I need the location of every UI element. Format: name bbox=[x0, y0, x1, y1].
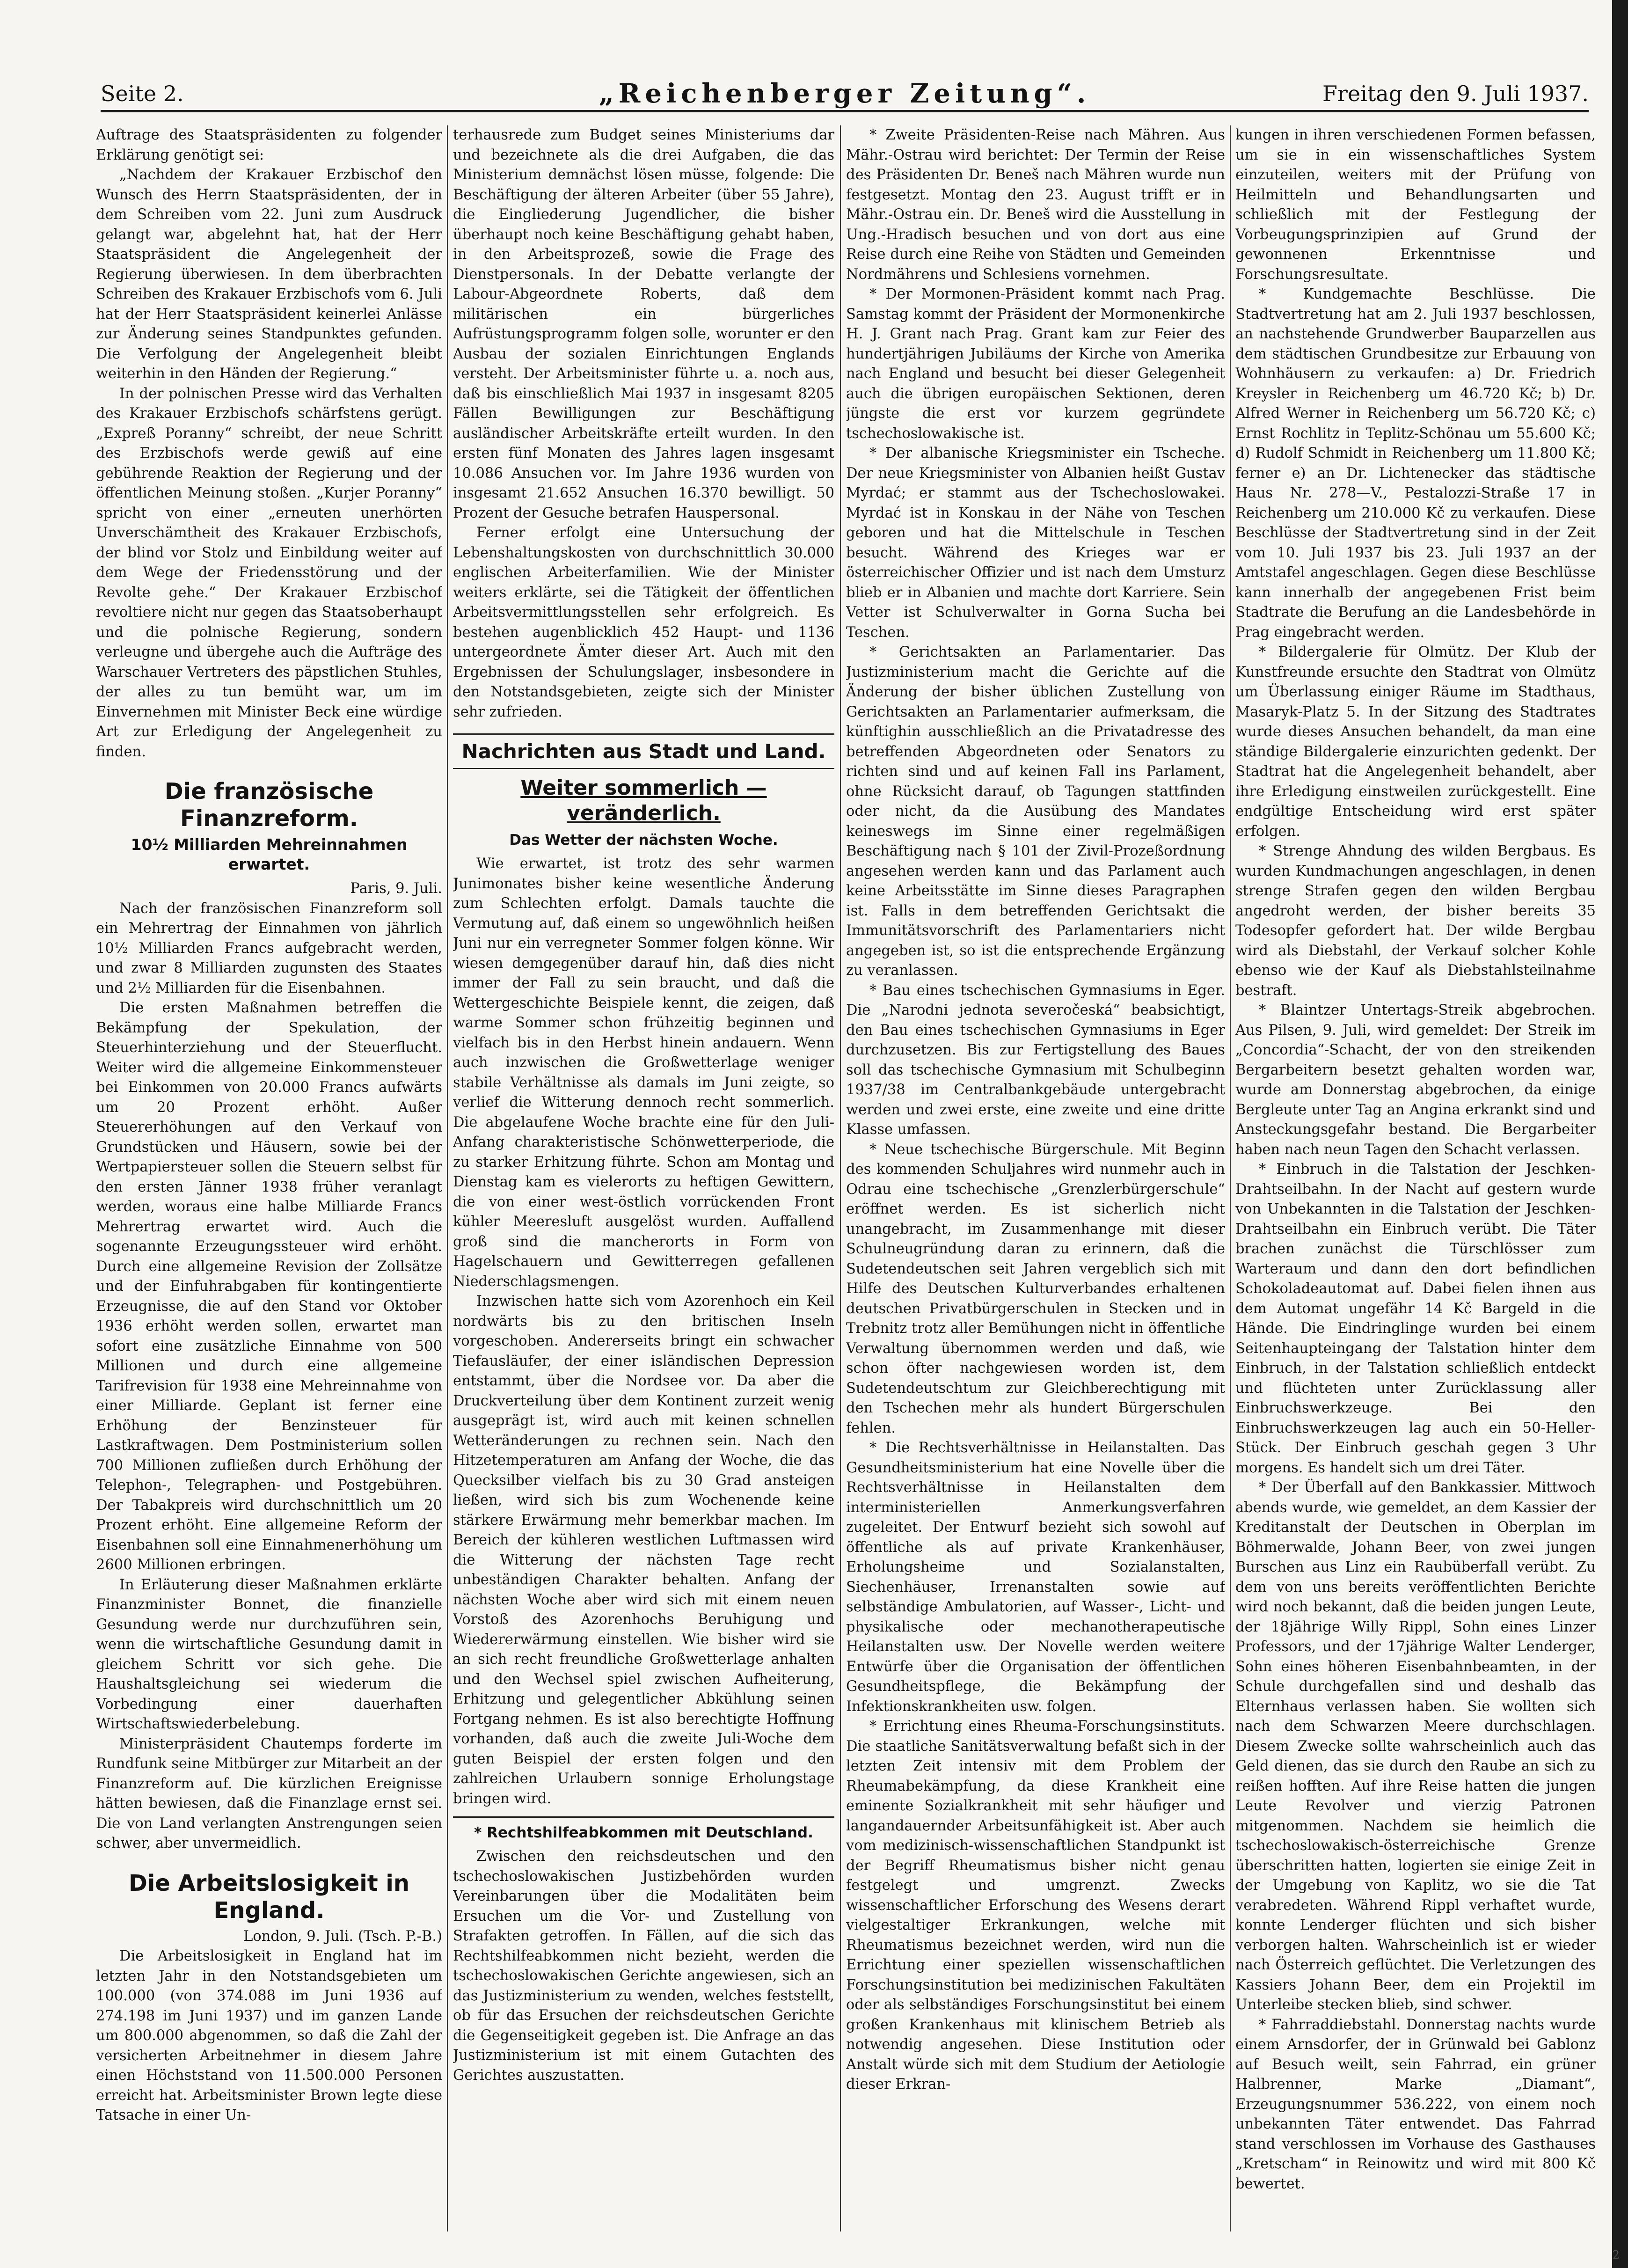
news-item: kungen in ihren verschiedenen Formen befassen, um sie in ein wissenschaftliches System einzuteilen, weiters mit der Prüfung von Heilmitteln und Behandlungsarten und schließlich mit der Festlegung der Vorbeugungsprinzipien auf Grund der gewonnenen Erkenntnisse und Forschungsresultate. bbox=[1235, 127, 1596, 283]
masthead-title: „Reichenberger Zeitung“. bbox=[599, 78, 1091, 109]
news-item: * Gerichtsakten an Parlamentarier. Das Justizministerium macht die Gerichte auf die Änderung der bisher üblichen Zustellung von Gerichtsakten an Parlamentarier aufmerksam, die künftighin ausschließlich an die Privatadresse des betreffenden Abgeordneten oder Senators zu richten sind und auf keinen Fall ins Parlament, ohne Rücksicht darauf, ob Tagungen stattfinden oder nicht, da die Ausübung des Mandates keineswegs im Sinne einer regelmäßigen Beschäftigung nach § 101 der Zivil-Prozeßordnung angesehen werden kann und das Parlament auch keine Arbeitsstätte im Sinne dieses Paragraphen ist. Falls in dem betreffenden Gerichtsakt die Immunitätsvorschrift des Parlamentariers nicht angegeben ist, so ist die entsprechende Ergänzung zu veranlassen. bbox=[846, 644, 1225, 979]
paragraph: Wie erwartet, ist trotz des sehr warmen Junimonates bisher keine wesentliche Änderung zum Schlechten erfolgt. Damals tauchte die Vermutung auf, daß einem so ungewöhnlich heißen Juni nur ein verregneter Sommer folgen könne. Wir wiesen demgegenüber darauf hin, daß dies nicht immer der Fall zu sein braucht, und daß die Wettergeschichte Beispiele kennt, die zeigen, daß warme Sommer schon frühzeitig beginnen und vielfach bis in den Herbst hinein andauern. Wenn auch inzwischen die Großwetterlage weniger stabile Verhältnisse als damals im Juni zeigte, so verlief die Witterung dennoch recht sommerlich. Die abgelaufene Woche brachte eine für den Juli-Anfang charakteristische Schönwetterperiode, die zu starker Erhitzung führte. Schon am Montag und Dienstag kam es vielerorts zu heftigen Gewittern, die von einer west-östlich vorrückenden Front kühler Meeresluft ausgelöst wurden. Auffallend groß sind die mancherorts in Form von Hagelschauern und Gewitterregen gefallenen Niederschlagsmengen. bbox=[453, 856, 834, 1290]
column-2 bbox=[453, 125, 834, 2231]
dateline: Paris, 9. Juli. bbox=[350, 880, 442, 897]
column-rule bbox=[447, 125, 448, 2231]
news-item: * Bau eines tschechischen Gymnasiums in Eger. Die „Narodni jednota severočeská“ beabsichtigt, den Bau eines tschechischen Gymnasiums in Eger durchzusetzen. Bis zur Fertigstellung des Baues soll das tschechische Gymnasium mit Schulbeginn 1937/38 im Centralbankgebäude untergebracht werden und zwei erste, eine zweite und eine dritte Klasse umfassen. bbox=[846, 982, 1225, 1138]
news-item: * Kundgemachte Beschlüsse. Die Stadtvertretung hat am 2. Juli 1937 beschlossen, an nachstehende Grundwerber Bauparzellen aus dem städtischen Grundbesitze zur Erbauung von Wohnhäusern zu verkaufen: a) Dr. Friedrich Kreysler in Reichenberg um 46.720 Kč; b) Dr. Alfred Werner in Reichenberg um 56.720 Kč; c) Ernst Rochlitz in Teplitz-Schönau um 55.600 Kč; d) Rudolf Schmidt in Reichenberg um 11.800 Kč; ferner e) an Dr. Lichtenecker das städtische Haus Nr. 278—V., Pestalozzi-Straße 17 in Reichenberg um 210.000 Kč zu verkaufen. Diese Beschlüsse der Stadtvertretung sind in der Zeit vom 10. Juli 1937 bis 23. Juli 1937 an der Amtstafel angeschlagen. Gegen diese Beschlüsse kann innerhalb der angegebenen Frist beim Stadtrate die Berufung an die Landesbehörde in Prag eingebracht werden. bbox=[1235, 286, 1596, 641]
paragraph: Ministerpräsident Chautemps forderte im Rundfunk seine Mitbürger zur Mitarbeit an der Finanzreform auf. Die kürzlichen Ereignisse hätten bewiesen, daß die Finanzlage ernst sei. Die von Land verlangten Anstrengungen seien schwer, aber unvermeidlich. bbox=[96, 1735, 442, 1851]
news-item: * Der albanische Kriegsminister ein Tscheche. Der neue Kriegsminister von Albanien heißt Gustav Myrdać; er stammt aus der Tschechoslowakei. Myrdać ist in Konskau in der Nähe von Teschen geboren und hat die Mittelschule in Teschen besucht. Während des Krieges war er österreichischer Offizier und ist nach dem Umsturz blieb er in Albanien und machte dort Karriere. Sein Vetter ist Schulverwalter in Gorna Sucha bei Teschen. bbox=[846, 445, 1225, 641]
paragraph: Nach der französischen Finanzreform soll ein Mehrertrag der Einnahmen von jährlich 10½ Milliarden Francs aufgebracht werden, und zwar 8 Milliarden zugunsten des Staates und 2½ Milliarden für die Eisenbahnen. bbox=[96, 900, 442, 996]
news-item: * Strenge Ahndung des wilden Bergbaus. Es wurden Kundmachungen angeschlagen, in denen strenge Strafen gegen den wilden Bergbau angedroht werden, der bisher bereits 35 Todesopfer gefordert hat. Der wilde Bergbau wird als Diebstahl, der Verkauf solcher Kohle ebenso wie der Kauf als Diebstahlsteilnahme bestraft. bbox=[1235, 843, 1596, 999]
article-headline: Weiter sommerlich — veränderlich. bbox=[520, 776, 767, 825]
article-subheadline: 10½ Milliarden Mehreinnahmen erwartet. bbox=[131, 835, 408, 873]
article-headline: Die französische Finanzreform. bbox=[164, 778, 374, 832]
paragraph: Zwischen den reichsdeutschen und den tschechoslowakischen Justizbehörden wurden Vereinbarungen über die Modalitäten beim Ersuchen um die Vor- und Zustellung von Strafakten getroffen. In Fällen, auf die sich das Rechtshilfeabkommen nicht bezieht, werden die tschechoslowakischen Gerichte angewiesen, sich an das Justizministerium zu wenden, welches feststellt, ob für das Ersuchen der reichsdeutschen Gerichte die Gegenseitigkeit gegeben ist. Die Anfrage an das Justizministerium ist mit einem Gutachten des Gerichtes auszustatten. bbox=[453, 1848, 834, 2084]
column-4 bbox=[1235, 125, 1596, 2231]
news-item: * Blaintzer Untertags-Streik abgebrochen. Aus Pilsen, 9. Juli, wird gemeldet: Der Streik im „Concordia“-Schacht, der von den streikenden Bergarbeitern besetzt gehalten worden war, wurde am Donnerstag abgebrochen, da einige Bergleute unter Tag an Angina erkrankt sind und Ansteckungsgefahr bestand. Die Bergarbeiter haben nach neun Tagen den Schacht verlassen. bbox=[1235, 1002, 1596, 1158]
paragraph: Die ersten Maßnahmen betreffen die Bekämpfung der Spekulation, der Steuerhinterziehung und der Steuerflucht. Weiter wird die allgemeine Einkommensteuer bei Einkommen von 20.000 Francs aufwärts um 20 Prozent erhöht. Außer Steuererhöhungen auf den Verkauf von Grundstücken und Häusern, sowie bei der Wertpapiersteuer sollen die Steuern selbst für den ersten Jänner 1938 früher veranlagt werden, woraus eine halbe Milliarde Francs Mehrertrag erwartet wird. Auch die sogenannte Erzeugungssteuer wird erhöht. Durch eine allgemeine Revision der Zollsätze und der Einfuhrabgaben für kontingentierte Erzeugnisse, die auf den Stand vor Oktober 1936 erhöht werden sollen, erwartet man sofort eine zusätzliche Einnahme von 500 Millionen und durch eine allgemeine Tarifrevision für 1938 eine Mehreinnahme von einer Milliarde. Geplant ist ferner eine Erhöhung der Benzinsteuer für Lastkraftwagen. Dem Postministerium sollen 700 Millionen zufließen durch Erhöhung der Telephon-, Telegraphen- und Postgebühren. Der Tabakpreis wird durchschnittlich um 20 Prozent erhöht. Eine allgemeine Reform der Eisenbahnen soll eine Einnahmenerhöhung um 2600 Millionen erbringen. bbox=[96, 1000, 442, 1573]
article-headline: * Rechtshilfeabkommen mit Deutschland. bbox=[474, 1824, 813, 1841]
paragraph: Die Arbeitslosigkeit in England hat im letzten Jahr in den Notstandsgebieten um 100.000 (von 374.088 im Juni 1936 auf 274.198 im Juni 1937) und im ganzen Lande um 800.000 abgenommen, so daß die Zahl der versicherten Arbeitnehmer in diesem Jahre einen Höchststand von 11.500.000 Personen erreicht hat. Arbeitsminister Brown legte diese Tatsache in einer Un- bbox=[96, 1948, 442, 2123]
news-item: * Zweite Präsidenten-Reise nach Mähren. Aus Mähr.-Ostrau wird berichtet: Der Termin der Reise des Präsidenten Dr. Beneš nach Mähren wurde nun festgesetzt. Montag den 23. August trifft er in Mähr.-Ostrau ein. Dr. Beneš wird die Ausstellung in Ung.-Hradisch besuchen und von dort aus eine Reise durch eine Reihe von Städten und Gemeinden Nordmährens und Schlesiens vornehmen. bbox=[846, 127, 1225, 283]
news-item: * Einbruch in die Talstation der Jeschken-Drahtseilbahn. In der Nacht auf gestern wurde von Unbekannten in die Talstation der Jeschken-Drahtseilbahn ein Einbruch verübt. Die Täter brachen zunächst die Türschlösser zum Warteraum und dann den dort befindlichen Schokoladeautomat auf. Dabei fielen ihnen aus dem Automat ungefähr 14 Kč Bargeld in die Hände. Die Eindringlinge wurden bei einem Seitenhaupteingang der Talstation hinter dem Einbruch, in der Talstation schließlich entdeckt und flüchteten unter Zurücklassung aller Einbruchswerkzeuge. Bei den Einbruchswerkzeugen lag auch ein 50-Heller-Stück. Der Einbruch geschah gegen 3 Uhr morgens. Es handelt sich um drei Täter. bbox=[1235, 1161, 1596, 1476]
paragraph: In Erläuterung dieser Maßnahmen erklärte Finanzminister Bonnet, die finanzielle Gesundung werde nur durchzuführen sein, wenn die wirtschaftliche Gesundung damit in gleichem Schritt vor sich gehe. Die Haushaltsgleichung sei wiederum die Vorbedingung einer dauerhaften Wirtschaftswiederbelebung. bbox=[96, 1576, 442, 1732]
column-1 bbox=[96, 125, 442, 2231]
page-label: Seite 2. bbox=[101, 81, 184, 106]
column-rule bbox=[1230, 125, 1231, 2231]
page-header bbox=[101, 77, 1589, 112]
news-item: * Errichtung eines Rheuma-Forschungsinstituts. Die staatliche Sanitätsverwaltung befaßt sich in der letzten Zeit intensiv mit dem Problem der Rheumabekämpfung, da diese Krankheit eine eminente Sozialkrankheit mit sehr häufiger und langandauernder Arbeitsunfähigkeit ist. Aber auch vom medizinisch-wissenschaftlichen Standpunkt ist der Begriff Rheumatismus bisher nicht genau festgelegt und umgrenzt. Zwecks wissenschaftlicher Erforschung des Wesens derart vielgestaltiger Erkrankungen, welche mit Rheumatismus bezeichnet werden, wird nun die Errichtung einer speziellen wissenschaftlichen Forschungsinstitution bei medizinischen Fakultäten oder als selbständiges Forschungsinstitut bei einem großen Krankenhaus mit klinischem Betrieb als notwendig angesehen. Diese Institution oder Anstalt würde sich mit dem Studium der Aetiologie dieser Erkran- bbox=[846, 1718, 1225, 2092]
divider bbox=[453, 1816, 834, 1818]
news-item: * Neue tschechische Bürgerschule. Mit Beginn des kommenden Schuljahres wird nunmehr auch in Odrau eine tschechische „Grenzlerbürgerschule“ eröffnet werden. Es ist sicherlich nicht unangebracht, im Zusammenhange mit dieser Schulneugründung daran zu erinnern, daß die Sudetendeutschen seit Jahren vergeblich sich mit Hilfe des Deutschen Kulturverbandes erhaltenen deutschen Privatbürgerschulen in Stecken und in Trebnitz trotz aller Bemühungen nicht in öffentliche Verwaltung übernommen werden und daß, wie schon öfter nachgewiesen worden ist, dem Sudetendeutschtum zur Gleichberechtigung mit den Tschechen mehr als hundert Bürgerschulen fehlen. bbox=[846, 1141, 1225, 1436]
section-heading: Nachrichten aus Stadt und Land. bbox=[453, 733, 834, 769]
paragraph: terhausrede zum Budget seines Ministeriums dar und bezeichnete als die drei Aufgaben, die das Ministerium demnächst lösen müsse, folgende: Die Beschäftigung der älteren Arbeiter (über 55 Jahre), die Eingliederung Jugendlicher, die bisher überhaupt noch keine Beschäftigung gehabt haben, in den Arbeitsprozeß, sowie die Frage des Dienstpersonals. In der Debatte verlangte der Labour-Abgeordnete Roberts, daß dem militärischen ein bürgerliches Aufrüstungsprogramm folgen solle, worunter er den Ausbau der sozialen Einrichtungen Englands versteht. Der Arbeitsminister führte u. a. noch aus, daß bis einschließlich Mai 1937 in insgesamt 8205 Fällen Bewilligungen zur Beschäftigung ausländischer Arbeitskräfte erteilt wurden. In den ersten fünf Monaten des Jahres lagen insgesamt 10.086 Ansuchen vor. Im Jahre 1936 wurden von insgesamt 21.652 Ansuchen 16.370 bewilligt. 50 Prozent der Gesuche betrafen Hauspersonal. bbox=[453, 127, 834, 521]
article-headline: Die Arbeitslosigkeit in England. bbox=[129, 1870, 409, 1924]
dateline: London, 9. Juli. (Tsch. P.-B.) bbox=[243, 1928, 442, 1945]
news-item: * Bildergalerie für Olmütz. Der Klub der Kunstfreunde ersuchte den Stadtrat von Olmütz um Überlassung einiger Räume im Stadthaus, Masaryk-Platz 5. In der Sitzung des Stadtrates wurde dieses Ansuchen behandelt, da man eine ständige Bildergalerie einzurichten gedenkt. Der Stadtrat hat die Angelegenheit behandelt, aber ihre Erledigung einstweilen zurückgestellt. Eine endgültige Entscheidung wird erst später erfolgen. bbox=[1235, 644, 1596, 840]
news-item: * Die Rechtsverhältnisse in Heilanstalten. Das Gesundheitsministerium hat eine Novelle über die Rechtsverhältnisse in Heilanstalten dem interministeriellen Anmerkungsverfahren zugeleitet. Der Entwurf bezieht sich sowohl auf öffentliche als auf private Krankenhäuser, Erholungsheime und Sozialanstalten, Siechenhäuser, Irrenanstalten sowie auf selbständige Ambulatorien, auf Wasser-, Licht- und physikalische oder mechanotherapeutische Heilanstalten usw. Der Novelle werden weitere Entwürfe über die Organisation der öffentlichen Gesundheitspflege, die Bekämpfung der Infektionskrankheiten usw. folgen. bbox=[846, 1440, 1225, 1715]
page-number: 2 bbox=[1612, 2248, 1620, 2261]
paragraph: Inzwischen hatte sich vom Azorenhoch ein Keil nordwärts bis zu den britischen Inseln vorgeschoben. Andererseits bringt ein schwacher Tiefausläufer, der einer isländischen Depression entstammt, über die Nordsee vor. Da aber die Druckverteilung über dem Kontinent zurzeit wenig ausgeprägt ist, wird auch mit keinen schnellen Wetteränderungen zu rechnen sein. Nach den Hitzetemperaturen am Anfang der Woche, die das Quecksilber vielfach bis zu 30 Grad ansteigen ließen, wird sich bis zum Wochenende keine stärkere Erwärmung mehr bemerkbar machen. Im Bereich der kühleren westlichen Luftmassen wird die Witterung der nächsten Tage recht unbeständigen Charakter behalten. Anfang der nächsten Woche aber wird sich mit einem neuen Vorstoß des Azorenhochs Beruhigung und Wiedererwärmung einstellen. Wie bisher wird sie an sich recht freundliche Großwetterlage anhalten und den Wechsel spiel zwischen Aufheiterung, Erhitzung und gelegentlicher Abkühlung seinen Fortgang nehmen. Es ist also berechtigte Hoffnung vorhanden, daß auch die zweite Juli-Woche dem guten Beispiel der ersten folgen und den zahlreichen Urlaubern sonnige Erholungstage bringen wird. bbox=[453, 1293, 834, 1807]
news-item: * Der Überfall auf den Bankkassier. Mittwoch abends wurde, wie gemeldet, an dem Kassier der Kreditanstalt der Deutschen in Oberplan im Böhmerwalde, Johann Beer, von zwei jungen Burschen aus Linz ein Raubüberfall verübt. Zu dem von uns bereits veröffentlichten Berichte wird noch bekannt, daß die beiden jungen Leute, der 18jährige Willy Rippl, Sohn eines Linzer Professors, und der 17jährige Walter Lenderger, Sohn eines höheren Eisenbahnbeamten, in der Schule durchgefallen sind und deshalb das Elternhaus verlassen haben. Sie wollten sich nach dem Schwarzen Meere durchschlagen. Diesem Zwecke sollte wahrscheinlich auch das Geld dienen, das sie durch den Raube an sich zu reißen hofften. Auf ihre Reise hatten die jungen Leute Revolver und vierzig Patronen mitgenommen. Nachdem sie heimlich die tschechoslowakisch-österreichische Grenze überschritten hatten, logierten sie einige Zeit in der Umgebung von Kaplitz, wo sie die Tat verabredeten. Während Rippl verhaftet wurde, konnte Lenderger flüchten und sich bisher verborgen halten. Wahrscheinlich ist er wieder nach Österreich geflüchtet. Die Verletzungen des Kassiers Johann Beer, dem ein Projektil im Unterleibe stecken blieb, sind schwer. bbox=[1235, 1479, 1596, 2013]
column-rule bbox=[840, 125, 841, 2231]
news-item: * Der Mormonen-Präsident kommt nach Prag. Samstag kommt der Präsident der Mormonenkirche H. J. Grant nach Prag. Grant kam zur Feier des hundertjährigen Jubiläums der Kirche von Amerika nach England und besucht bei dieser Gelegenheit auch die übrigen europäischen Sektionen, deren jüngste die erst vor kurzem gegründete tschechoslowakische ist. bbox=[846, 286, 1225, 442]
paragraph: In der polnischen Presse wird das Verhalten des Krakauer Erzbischofs schärfstens gerügt. „Expreß Poranny“ schreibt, der neue Schritt des Erzbischofs werde gewiß auf eine gebührende Reaktion der Regierung und der öffentlichen Meinung stoßen. „Kurjer Poranny“ spricht von einer „erneuten unerhörten Unverschämtheit des Krakauer Erzbischofs, der blind vor Stolz und Einbildung weiter auf dem Wege der Friedensstörung und der Revolte gehe.“ Der Krakauer Erzbischof revoltiere nicht nur gegen das Staatsoberhaupt und die polnische Regierung, sondern verleugne und übergehe auch die Aufträge des Warschauer Vertreters des päpstlichen Stuhles, der alles zu tun bemüht war, um im Einvernehmen mit Minister Beck eine würdige Art zur Erledigung der Angelegenheit zu finden. bbox=[96, 385, 442, 760]
paragraph: Ferner erfolgt eine Untersuchung der Lebenshaltungskosten von durchschnittlich 30.000 englischen Arbeiterfamilien. Wie der Minister weiters erklärte, sei die Tätigkeit der öffentlichen Arbeitsvermittlungsstellen sehr erfolgreich. Es bestehen augenblicklich 452 Haupt- und 1136 untergeordnete Ämter dieser Art. Auch mit den Ergebnissen der Schulungslager, insbesondere in den Notstandsgebieten, zeigte sich der Minister sehr zufrieden. bbox=[453, 525, 834, 720]
article-subheadline: Das Wetter der nächsten Woche. bbox=[509, 832, 778, 849]
issue-date: Freitag den 9. Juli 1937. bbox=[1322, 81, 1589, 106]
paragraph: Auftrage des Staatspräsidenten zu folgender Erklärung genötigt sei: bbox=[96, 127, 442, 163]
scan-edge bbox=[1612, 0, 1628, 2268]
paragraph: „Nachdem der Krakauer Erzbischof den Wunsch des Herrn Staatspräsidenten, der in dem Schreiben vom 22. Juni zum Ausdruck gelangt war, abgelehnt hat, hat der Herr Staatspräsident die Angelegenheit der Regierung überwiesen. In dem überbrachten Schreiben des Krakauer Erzbischofs vom 6. Juli hat der Herr Staatspräsident keinerlei Anlässe zur Änderung seines Standpunktes gefunden. Die Verfolgung der Angelegenheit bleibt weiterhin in den Händen der Regierung.“ bbox=[96, 167, 442, 382]
column-3 bbox=[846, 125, 1225, 2231]
news-item: * Fahrraddiebstahl. Donnerstag nachts wurde einem Arnsdorfer, der in Grünwald bei Gablonz auf Besuch weilt, sein Fahrrad, ein grüner Halbrenner, Marke „Diamant“, Erzeugungsnummer 536.222, von einem noch unbekannten Täter entwendet. Das Fahrrad stand verschlossen im Vorhause des Gasthauses „Kretscham“ in Reinowitz und wird mit 800 Kč bewertet. bbox=[1235, 2016, 1596, 2192]
